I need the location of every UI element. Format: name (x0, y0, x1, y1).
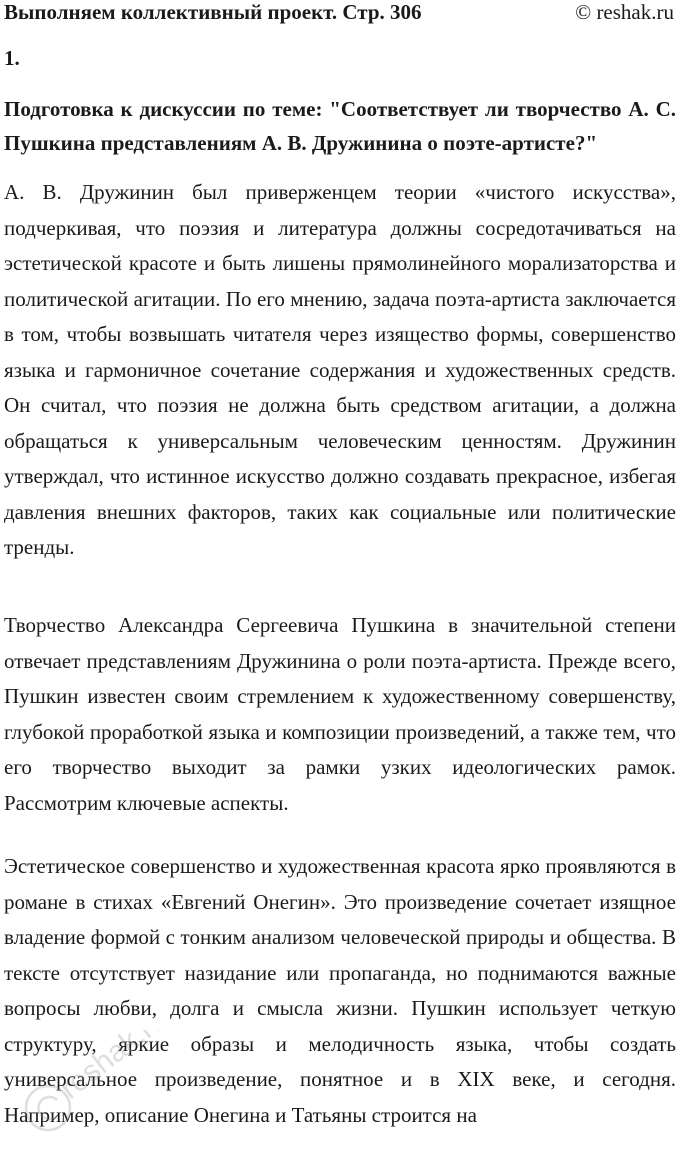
paragraph-druzhinin-theory: А. В. Дружинин был приверженцем теории «чистого искусства», подчеркивая, что поэзия и литература должны сосредотачиваться на эстетической красоте и быть лишены прямолинейного морализаторства и политической агитации. По его мнению, задача поэта-артиста заключается в том, чтобы возвышать читателя через изящество формы, совершенство языка и гармоничное сочетание содержания и художественных средств. Он считал, что поэзия не должна быть средством агитации, а должна обращаться к универсальным человеческим ценностям. Дружинин утверждал, что истинное искусство должно создавать прекрасное, избегая давления внешних факторов, таких как социальные или политические тренды. (4, 180, 676, 559)
task-number: 1. (4, 46, 20, 70)
page-header (0, 0, 680, 26)
header-site-credit: © reshak.ru (575, 0, 674, 24)
paragraph-pushkin-correspondence: Творчество Александра Сергеевича Пушкина в значительной степени отвечает представлениям Дружинина о роли поэта-артиста. Прежде всего, Пушкин известен своим стремлением к художественному совершенству, глубокой проработкой языка и композиции произведений, а также тем, что его творчество выходит за рамки узких идеологических рамок. Рассмотрим ключевые аспекты. (4, 613, 676, 815)
header-title: Выполняем коллективный проект. Стр. 306 (4, 0, 422, 24)
paragraph-onegin-aesthetics: Эстетическое совершенство и художественная красота ярко проявляются в романе в стихах «Евгений Онегин». Это произведение сочетает изящное владение формой с тонким анализом человеческой природы и общества. В тексте отсутствует назидание или пропаганда, но поднимаются важные вопросы любви, долга и смысла жизни. Пушкин использует четкую структуру, яркие образы и мелодичность языка, чтобы создать универсальное произведение, понятное и в XIX веке, и сегодня. Например, описание Онегина и Татьяны строится на (4, 854, 676, 1127)
discussion-topic: Подготовка к дискуссии по теме: "Соответствует ли творчество А. С. Пушкина представлениям А. В. Дружинина о поэте-артисте?" (4, 97, 676, 155)
watermark-text: reshak.ru (53, 1030, 168, 1106)
